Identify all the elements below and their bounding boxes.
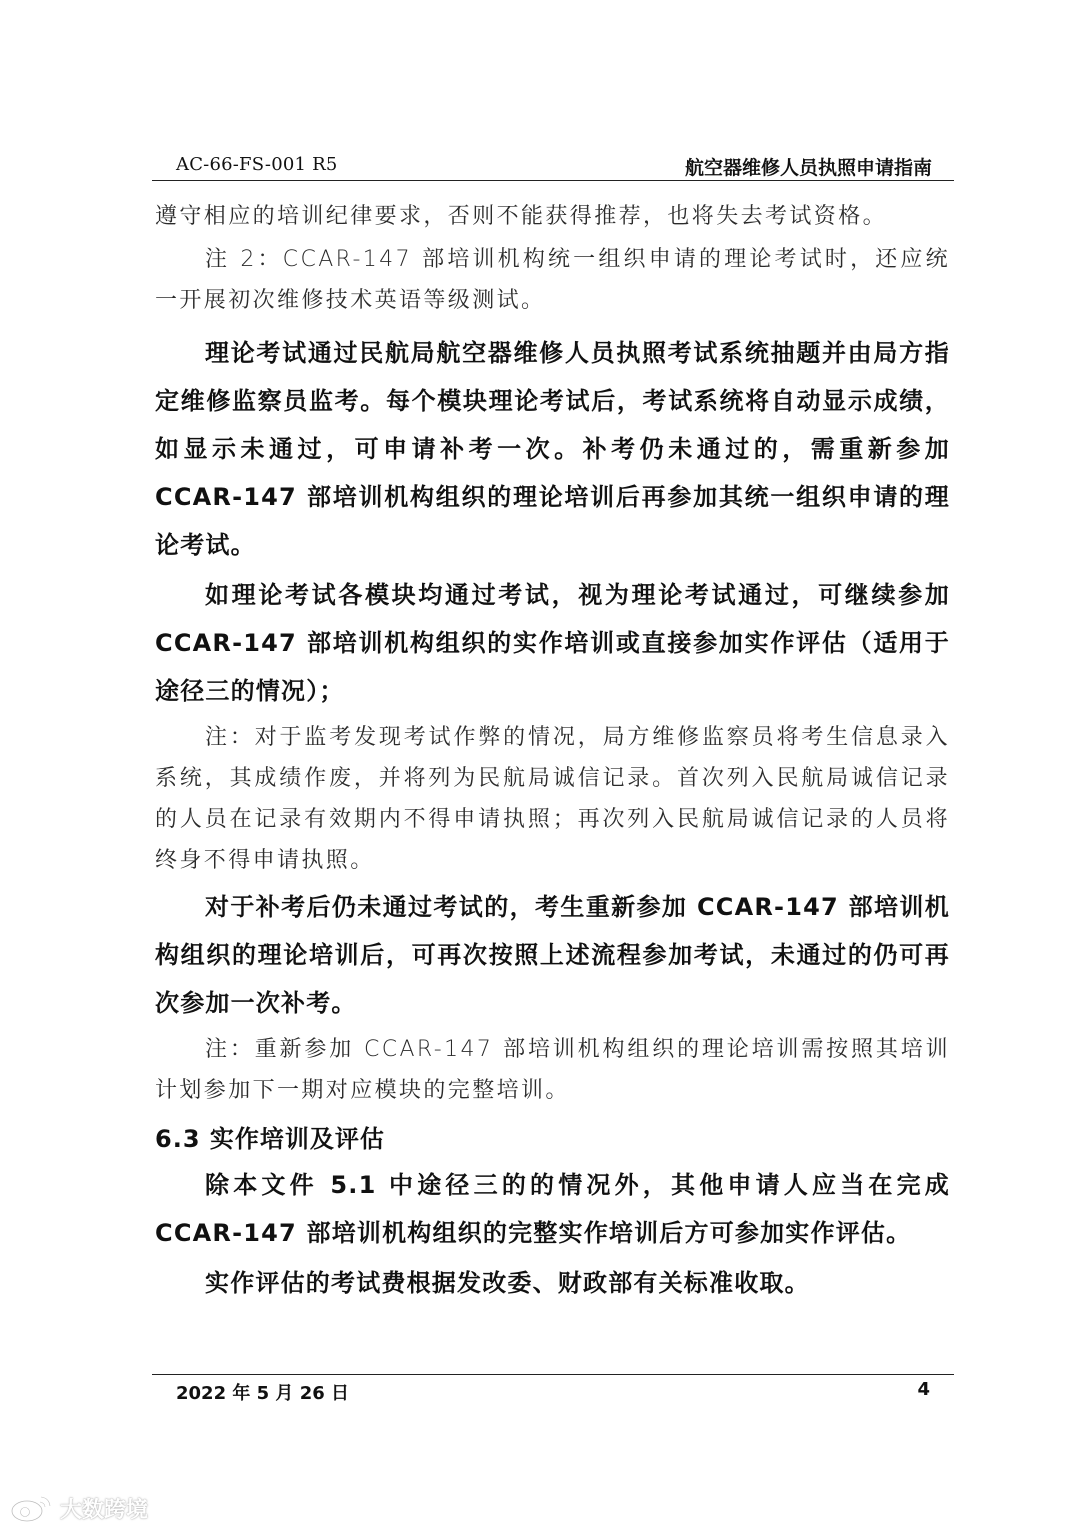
paragraph-theory-exam: 理论考试通过民航局航空器维修人员执照考试系统抽题并由局方指定维修监察员监考。每个模块理论考试后，考试系统将自动显示成绩，如显示未通过，可申请补考一次。补考仍未通过的，需重新参加 CCAR-147 部培训机构组织的理论培训后再参加其统一组织申请的理论考试。 — [155, 339, 950, 559]
note-cheating: 注：对于监考发现考试作弊的情况，局方维修监察员将考生信息录入系统，其成绩作废，并将列为民航局诚信记录。首次列入民航局诚信记录的人员在记录有效期内不得申请执照；再次列入民航局诚信记录的人员将终身不得申请执照。 — [155, 725, 950, 873]
page-footer — [152, 1374, 954, 1404]
paragraph-exam-pass: 如理论考试各模块均通过考试，视为理论考试通过，可继续参加 CCAR-147 部培训机构组织的实作培训或直接参加实作评估（适用于途径三的情况）； — [155, 581, 950, 705]
document-body — [155, 196, 950, 1307]
paragraph-practical-training: 除本文件 5.1 中途径三的的情况外，其他申请人应当在完成 CCAR-147 部培训机构组织的完整实作培训后方可参加实作评估。 — [155, 1171, 950, 1247]
watermark-text: 大数跨境 — [60, 1497, 149, 1523]
page-header — [152, 152, 954, 181]
document-title: 航空器维修人员执照申请指南 — [684, 157, 932, 179]
section-heading: 6.3 实作培训及评估 — [155, 1125, 385, 1153]
page-number: 4 — [917, 1379, 930, 1400]
footer-date: 2022 年 5 月 26 日 — [176, 1383, 350, 1404]
weibo-logo-icon — [8, 1493, 54, 1523]
document-id: AC-66-FS-001 R5 — [176, 154, 338, 175]
note-2: 注 2：CCAR-147 部培训机构统一组织申请的理论考试时，还应统一开展初次维修技术英语等级测试。 — [155, 247, 950, 313]
note-retraining: 注：重新参加 CCAR-147 部培训机构组织的理论培训需按照其培训计划参加下一期对应模块的完整培训。 — [155, 1037, 950, 1103]
watermark — [8, 1491, 148, 1525]
paragraph-continuation: 遵守相应的培训纪律要求，否则不能获得推荐，也将失去考试资格。 — [155, 204, 888, 229]
paragraph-retake: 对于补考后仍未通过考试的，考生重新参加 CCAR-147 部培训机构组织的理论培训后，可再次按照上述流程参加考试，未通过的仍可再次参加一次补考。 — [155, 893, 950, 1017]
paragraph-exam-fee: 实作评估的考试费根据发改委、财政部有关标准收取。 — [205, 1269, 810, 1297]
